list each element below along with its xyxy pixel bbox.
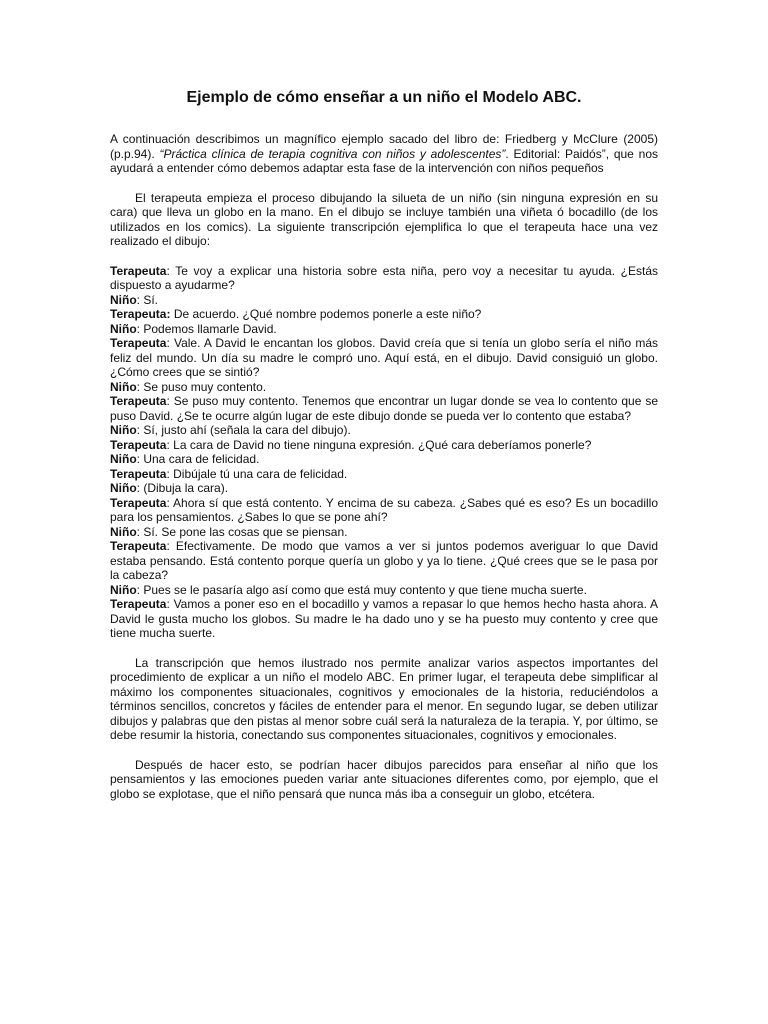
speech-text: De acuerdo. ¿Qué nombre podemos ponerle a este niño? <box>173 307 482 321</box>
speaker-label: Niño <box>110 524 137 539</box>
dialogue-turn <box>110 438 658 453</box>
dialogue-turn <box>110 264 658 293</box>
speaker-label: Terapeuta <box>110 437 167 452</box>
speaker-separator: : <box>166 336 174 350</box>
speech-text: Ahora sí que está contento. Y encima de su cabeza. ¿Sabes qué es eso? Es un bocadillo para los pensamientos. ¿Sabes lo que se pone ahí? <box>110 495 658 524</box>
conclusion-paragraph: Después de hacer esto, se podrían hacer dibujos parecidos para enseñar al niño que los pensamientos y las emociones pueden variar ante situaciones diferentes como, por ejemplo, que el globo se explotase, que el niño pensará que nunca más iba a conseguir un globo, etcétera. <box>110 757 658 801</box>
speaker-separator: : <box>166 539 176 553</box>
speech-text: Vamos a poner eso en el bocadillo y vamos a repasar lo que hemos hecho hasta ahora. A David le gusta mucho los globos. Su madre le ha dado uno y se ha puesto muy contento y cree que tiene mucha suerte. <box>110 597 659 640</box>
dialogue-turn <box>110 423 658 438</box>
speaker-label: Terapeuta: <box>110 307 171 321</box>
speaker-separator: : <box>136 379 144 394</box>
speaker-separator: : <box>136 423 144 437</box>
dialogue-turn <box>110 583 658 598</box>
dialogue-turn <box>110 293 658 308</box>
speaker-label: Niño <box>110 452 137 466</box>
speaker-label: Niño <box>110 292 137 307</box>
speaker-separator: : <box>136 582 144 597</box>
speaker-separator: : <box>136 481 144 495</box>
dialogue-turn <box>110 380 658 395</box>
speech-text: Vale. A David le encantan los globos. David creía que si tenía un globo sería el niño más feliz del mundo. Un día su madre le compró uno. Aquí está, en el dibujo. David consiguió un globo. ¿Cómo crees que se sintió? <box>110 336 658 379</box>
dialogue-turn <box>110 394 658 423</box>
speaker-label: Terapeuta <box>110 466 167 481</box>
speaker-label: Terapeuta <box>110 597 167 611</box>
dialogue-turn <box>110 336 658 380</box>
intro-paragraph <box>110 132 658 176</box>
dialogue-turn <box>110 322 658 337</box>
dialogue-turn <box>110 481 658 496</box>
speech-text: Se puso muy contento. Tenemos que encontrar un lugar donde se vea lo contento que se puso David. ¿Se te ocurre algún lugar de este dibujo donde se pueda ver lo contento que estaba? <box>110 394 659 423</box>
speaker-label: Terapeuta <box>110 336 167 350</box>
speaker-separator: : <box>166 263 176 278</box>
speaker-separator: : <box>136 524 144 539</box>
speaker-label: Niño <box>110 481 137 495</box>
speech-text: Se puso muy contento. <box>143 379 267 394</box>
speaker-separator: : <box>136 292 144 307</box>
speech-text: (Dibuja la cara). <box>143 481 229 495</box>
speaker-separator: : <box>166 394 174 408</box>
speech-text: Sí. Se pone las cosas que se piensan. <box>143 524 348 539</box>
analysis-paragraph: La transcripción que hemos ilustrado nos permite analizar varios aspectos importantes del procedimiento de explicar a un niño el modelo ABC. En primer lugar, el terapeuta debe simplificar al máximo los componentes situacionales, cognitivos y emocionales de la historia, reduciéndolos a términos sencillos, concretos y fáciles de entender para el menor. En segundo lugar, se deben utilizar dibujos y palabras que den pistas al menor sobre cuál será la naturaleza de la terapia. Y, por último, se debe resumir la historia, conectando sus componentes situacionales, cognitivos y emocionales. <box>110 655 658 742</box>
drawing-paragraph: El terapeuta empieza el proceso dibujando la silueta de un niño (sin ninguna expresión en su cara) que lleva un globo en la mano. En el dibujo se incluye también una viñeta ó bocadillo (de los utilizados en los comics). La siguiente transcripción ejemplifica lo que el terapeuta hace una vez realizado el dibujo: <box>110 190 658 248</box>
speaker-separator: : <box>136 321 144 336</box>
dialogue-turn <box>110 452 658 467</box>
speech-text: Efectivamente. De modo que vamos a ver si juntos podemos averiguar lo que David estaba pensando. Está contento porque quería un globo y ya lo tiene. ¿Qué crees que se le pasa por la cabeza? <box>110 539 659 582</box>
speaker-label: Niño <box>110 582 137 597</box>
book-title: “Práctica clínica de terapia cognitiva con niños y adolescentes” <box>159 146 506 161</box>
speaker-label: Terapeuta <box>110 495 167 510</box>
speaker-label: Niño <box>110 423 137 437</box>
dialogue-turn <box>110 525 658 540</box>
speaker-separator: : <box>166 466 174 481</box>
intro-text: A continuación describimos un magnífico ejemplo sacado del libro de: Friedberg y McClure (2005) (p.p.94). <box>110 132 658 161</box>
speech-text: Dibújale tú una cara de felicidad. <box>173 466 348 481</box>
speech-text: La cara de David no tiene ninguna expresión. ¿Qué cara deberíamos ponerle? <box>173 437 592 452</box>
speaker-label: Terapeuta <box>110 263 167 278</box>
speaker-label: Terapeuta <box>110 394 167 408</box>
speaker-label: Terapeuta <box>110 539 167 553</box>
speaker-separator: : <box>136 452 144 466</box>
dialogue-turn <box>110 467 658 482</box>
intro-text-end: . Editorial: Paidós”, que nos ayudará a entender cómo debemos adaptar esta fase de la intervención con niños pequeños <box>110 146 658 175</box>
dialogue-turn <box>110 539 658 583</box>
speech-text: Te voy a explicar una historia sobre esta niña, pero voy a necesitar tu ayuda. ¿Estás dispuesto a ayudarme? <box>110 263 659 292</box>
speaker-separator: : <box>166 437 174 452</box>
document-page <box>110 88 658 816</box>
speech-text: Sí, justo ahí (señala la cara del dibujo). <box>143 423 351 437</box>
document-title: Ejemplo de cómo enseñar a un niño el Modelo ABC. <box>186 89 582 106</box>
speech-text: Podemos llamarle David. <box>143 321 277 336</box>
speaker-separator: : <box>166 597 174 611</box>
dialogue-turn <box>110 597 658 641</box>
speaker-separator: : <box>166 495 174 510</box>
speaker-label: Niño <box>110 379 137 394</box>
speech-text: Pues se le pasaría algo así como que está muy contento y que tiene mucha suerte. <box>143 582 587 597</box>
speech-text: Una cara de felicidad. <box>143 452 260 466</box>
dialogue-turn <box>110 496 658 525</box>
speech-text: Sí. <box>143 292 159 307</box>
speaker-label: Niño <box>110 321 137 336</box>
transcript <box>110 264 658 641</box>
dialogue-turn <box>110 307 658 322</box>
